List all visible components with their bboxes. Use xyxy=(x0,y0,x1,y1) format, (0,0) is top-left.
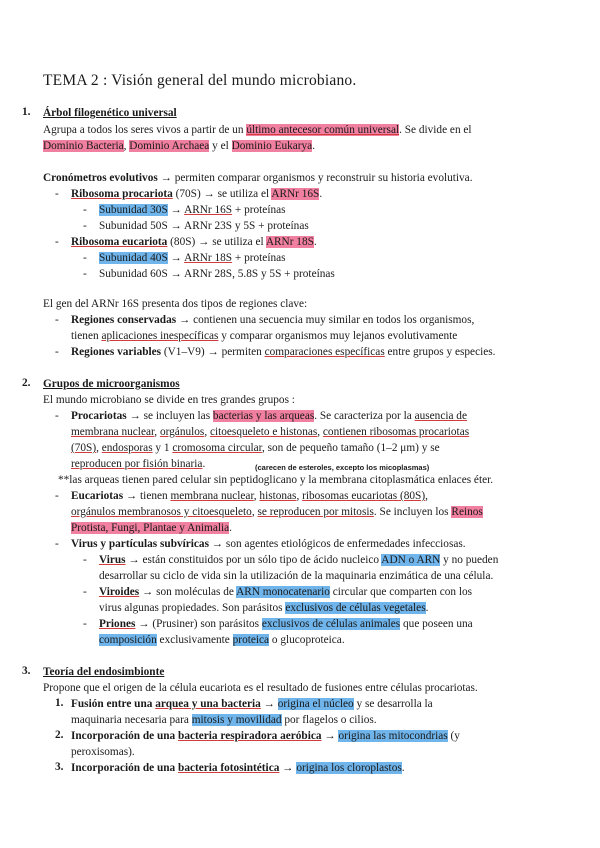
text: → permiten comparar organismos y reconstruir su historia evolutiva. xyxy=(157,172,473,184)
text: + proteínas xyxy=(232,204,286,216)
bullet: - xyxy=(83,618,87,630)
procariotas-line-1 xyxy=(71,409,467,423)
underlined: aplicaciones inespecíficas xyxy=(101,330,219,342)
text: Agrupa a todos los seres vivos a partir de un xyxy=(43,124,247,136)
bullet: - xyxy=(55,188,59,200)
bold-term: arquea y una bacteria xyxy=(155,698,261,710)
procariotas-line-2 xyxy=(71,425,469,439)
virus-line-1 xyxy=(99,553,498,567)
eucariotas-line-1 xyxy=(71,489,428,503)
eucariotas-line-2 xyxy=(71,505,483,519)
text: → xyxy=(279,762,297,774)
procariotas-line-3 xyxy=(71,441,440,455)
text: circular que comparten con los xyxy=(329,586,473,598)
text: , xyxy=(251,506,258,518)
virus-particulas-line xyxy=(71,537,466,551)
text: . xyxy=(229,522,232,534)
text: y el xyxy=(209,140,232,152)
text: . xyxy=(319,188,323,200)
text: maquinaria necesaria para xyxy=(71,714,192,726)
text: virus algunas propiedades. Son parásitos xyxy=(99,602,286,614)
bold-term: Priones xyxy=(99,618,136,630)
highlight-pink: ARNr 18S xyxy=(265,236,314,248)
text: , xyxy=(425,490,428,502)
text: → tienen xyxy=(123,490,171,502)
bullet: - xyxy=(83,220,87,232)
highlight-blue: ARN monocatenario xyxy=(236,586,330,598)
section-1-number: 1. xyxy=(22,106,31,118)
priones-line-2 xyxy=(99,633,345,647)
section-1-heading: Árbol filogenético universal xyxy=(43,107,177,119)
underlined: ausencia de xyxy=(414,410,467,422)
regiones-conservadas-line-2 xyxy=(71,329,457,343)
text: . xyxy=(425,602,429,614)
bullet: - xyxy=(83,268,87,280)
esteroles-note: (carecen de esteroles, excepto los micoplasmas) xyxy=(255,463,430,472)
page-title: TEMA 2 : Visión general del mundo microbiano. xyxy=(43,72,357,89)
underlined: cromosoma circular xyxy=(172,442,262,454)
highlight-blue: Subunidad 30S xyxy=(99,204,168,216)
highlight-blue: ADN o ARN xyxy=(381,554,441,566)
eucariotas-line-3 xyxy=(71,521,232,535)
section-2-number: 2. xyxy=(22,377,31,389)
endosimbionte-item-1-line-1 xyxy=(71,697,433,711)
highlight-blue: exclusivos de células animales xyxy=(261,618,401,630)
text: (V1–V9) → permiten xyxy=(161,346,265,358)
text: → xyxy=(167,204,185,216)
underlined: membrana nuclear xyxy=(71,426,155,438)
highlight-pink: Dominio Bacteria xyxy=(43,140,124,152)
highlight-pink: Protista, Fungi, Plantae y Animalia xyxy=(71,522,230,534)
item-2-number: 2. xyxy=(55,729,64,741)
text: que poseen una xyxy=(400,618,473,630)
text: , son de pequeño tamaño (1–2 μm) y se xyxy=(261,442,440,454)
bullet: - xyxy=(55,410,59,422)
bold-term: Viroides xyxy=(99,586,140,598)
underlined: ARNr 18S xyxy=(184,252,233,264)
s2-intro-line: El mundo microbiano se divide en tres grandes grupos : xyxy=(43,394,295,406)
bullet: - xyxy=(55,538,59,550)
underlined: ribosomas eucariotas (80S) xyxy=(302,490,426,502)
section-3-heading: Teoría del endosimbionte xyxy=(43,666,165,678)
highlight-blue: composición xyxy=(99,634,157,646)
text: , xyxy=(154,426,160,438)
text: y no pueden xyxy=(440,554,499,566)
highlight-pink: último antecesor común universal xyxy=(246,124,400,136)
bullet: - xyxy=(83,554,87,566)
highlight-pink: ARNr 16S xyxy=(271,188,320,200)
bold-term: Virus xyxy=(99,554,126,566)
text: + proteínas xyxy=(232,252,286,264)
text: . xyxy=(202,458,206,470)
text: y se desarrolla la xyxy=(353,698,433,710)
ribosoma-procariota-line xyxy=(71,187,322,201)
text: . xyxy=(313,236,317,248)
text: , xyxy=(253,490,260,502)
bold-term: Regiones variables xyxy=(71,346,162,358)
cronometros-line xyxy=(43,171,473,185)
underlined: endosporas xyxy=(101,442,153,454)
text: → son moléculas de xyxy=(139,586,237,598)
underlined: contienen ribosomas procariotas xyxy=(322,426,470,438)
viroides-line-2 xyxy=(99,601,428,615)
text: y comparar organismos muy lejanos evolutivamente xyxy=(218,330,458,342)
bold-term: Regiones conservadas xyxy=(71,314,177,326)
item-3-number: 3. xyxy=(55,761,64,773)
text: → están constituidos por un sólo tipo de ácido nucleico xyxy=(125,554,382,566)
bold-term: bacteria respiradora aeróbica xyxy=(178,730,322,742)
text: → xyxy=(260,698,278,710)
bold-term: Eucariotas xyxy=(71,490,124,502)
text: → se incluyen las xyxy=(126,410,213,422)
underlined: comparaciones específicas xyxy=(264,346,385,358)
arqueas-note-line: **las arqueas tienen pared celular sin peptidoglicano y la membrana citoplasmática enlaces éter. xyxy=(58,474,494,486)
priones-line-1 xyxy=(99,617,473,631)
text: , xyxy=(123,140,130,152)
bold-term: bacteria fotosintética xyxy=(178,762,280,774)
highlight-blue: Subunidad 40S xyxy=(99,252,168,264)
procariotas-line-4 xyxy=(71,457,205,471)
highlight-blue: origina las mitocondrias xyxy=(338,730,448,742)
bold-term: Ribosoma procariota xyxy=(71,188,173,200)
text: (70S) → se utiliza el xyxy=(172,188,272,200)
highlight-blue: proteica xyxy=(232,634,270,646)
highlight-pink: Reinos xyxy=(451,506,483,518)
text: , xyxy=(96,442,102,454)
subunidad-60s-line: Subunidad 60S → ARNr 28S, 5.8S y 5S + proteínas xyxy=(99,268,335,280)
ribosoma-eucariota-line xyxy=(71,235,317,249)
text: . Se caracteriza por la xyxy=(314,410,415,422)
text: → contienen una secuencia muy similar en todos los organismos, xyxy=(176,314,475,326)
highlight-blue: origina el núcleo xyxy=(277,698,354,710)
regiones-conservadas-line xyxy=(71,313,474,327)
endosimbionte-item-2-line-1 xyxy=(71,729,460,743)
highlight-blue: origina los cloroplastos xyxy=(296,762,402,774)
s1-paragraph-line-1 xyxy=(43,123,472,137)
subunidad-50s-line: Subunidad 50S → ARNr 23S y 5S + proteínas xyxy=(99,220,309,232)
underlined: (70S) xyxy=(71,442,97,454)
highlight-blue: mitosis y movilidad xyxy=(191,714,282,726)
highlight-pink: Dominio Eukarya xyxy=(231,140,313,152)
bold-term: Cronómetros evolutivos xyxy=(43,172,158,184)
regiones-variables-line xyxy=(71,345,495,359)
text: , xyxy=(317,426,323,438)
text: → xyxy=(167,252,185,264)
highlight-pink: bacterias y las arqueas xyxy=(212,410,315,422)
text: . xyxy=(401,762,405,774)
text: o glucoproteica. xyxy=(269,634,345,646)
bold-term: Procariotas xyxy=(71,410,127,422)
endosimbionte-item-3-line-1 xyxy=(71,761,405,775)
s1-paragraph-line-2 xyxy=(43,139,315,153)
text: por flagelos o cilios. xyxy=(281,714,377,726)
s3-intro-line: Propone que el origen de la célula eucariota es el resultado de fusiones entre células procariotas. xyxy=(43,682,478,694)
text: → xyxy=(321,730,339,742)
text: (y xyxy=(447,730,460,742)
underlined: citoesqueleto e histonas xyxy=(209,426,318,438)
bold-term: Incorporación de una xyxy=(71,762,179,774)
bold-term: Ribosoma eucariota xyxy=(71,236,168,248)
text: → (Prusiner) son parásitos xyxy=(135,618,262,630)
viroides-line-1 xyxy=(99,585,472,599)
subunidad-40s-line xyxy=(99,251,286,265)
gen-arnr-line: El gen del ARNr 16S presenta dos tipos de regiones clave: xyxy=(43,298,308,310)
text: . Se incluyen los xyxy=(373,506,452,518)
item-1-number: 1. xyxy=(55,697,64,709)
underlined: se reproducen por mitosis xyxy=(257,506,374,518)
text: tienen xyxy=(71,330,102,342)
text: → son agentes etiológicos de enfermedades infecciosas. xyxy=(208,538,466,550)
text: (80S) → se utiliza el xyxy=(167,236,266,248)
underlined: orgánulos membranosos y citoesqueleto xyxy=(71,506,252,518)
underlined: ARNr 16S xyxy=(184,204,233,216)
bullet: - xyxy=(55,314,59,326)
text: exclusivamente xyxy=(156,634,233,646)
underlined: histonas xyxy=(259,490,297,502)
highlight-blue: exclusivos de células vegetales xyxy=(285,602,426,614)
underlined: orgánulos xyxy=(159,426,205,438)
text: entre grupos y especies. xyxy=(384,346,496,358)
text: . Se divide en el xyxy=(399,124,472,136)
bullet: - xyxy=(55,490,59,502)
bullet: - xyxy=(83,204,87,216)
underlined: reproducen por fisión binaria xyxy=(71,458,203,470)
highlight-pink: Dominio Archaea xyxy=(129,140,210,152)
bullet: - xyxy=(55,236,59,248)
virus-line-2: desarrollar su ciclo de vida sin la utilización de la maquinaria enzimática de una célula. xyxy=(99,570,494,582)
bullet: - xyxy=(83,252,87,264)
text: . xyxy=(312,140,316,152)
text: , xyxy=(204,426,210,438)
bullet: - xyxy=(83,586,87,598)
subunidad-30s-line xyxy=(99,203,286,217)
section-2-heading: Grupos de microorganismos xyxy=(43,378,180,390)
bold-term: Virus y partículas subvíricas xyxy=(71,538,209,550)
endosimbionte-item-2-line-2: peroxisomas). xyxy=(71,746,135,758)
text: , xyxy=(296,490,303,502)
underlined: membrana nuclear xyxy=(170,490,254,502)
section-3-number: 3. xyxy=(22,665,31,677)
bold-term: Incorporación de una xyxy=(71,730,179,742)
bullet: - xyxy=(55,346,59,358)
endosimbionte-item-1-line-2 xyxy=(71,713,377,727)
text: y 1 xyxy=(152,442,173,454)
bold-term: Fusión entre una xyxy=(71,698,156,710)
